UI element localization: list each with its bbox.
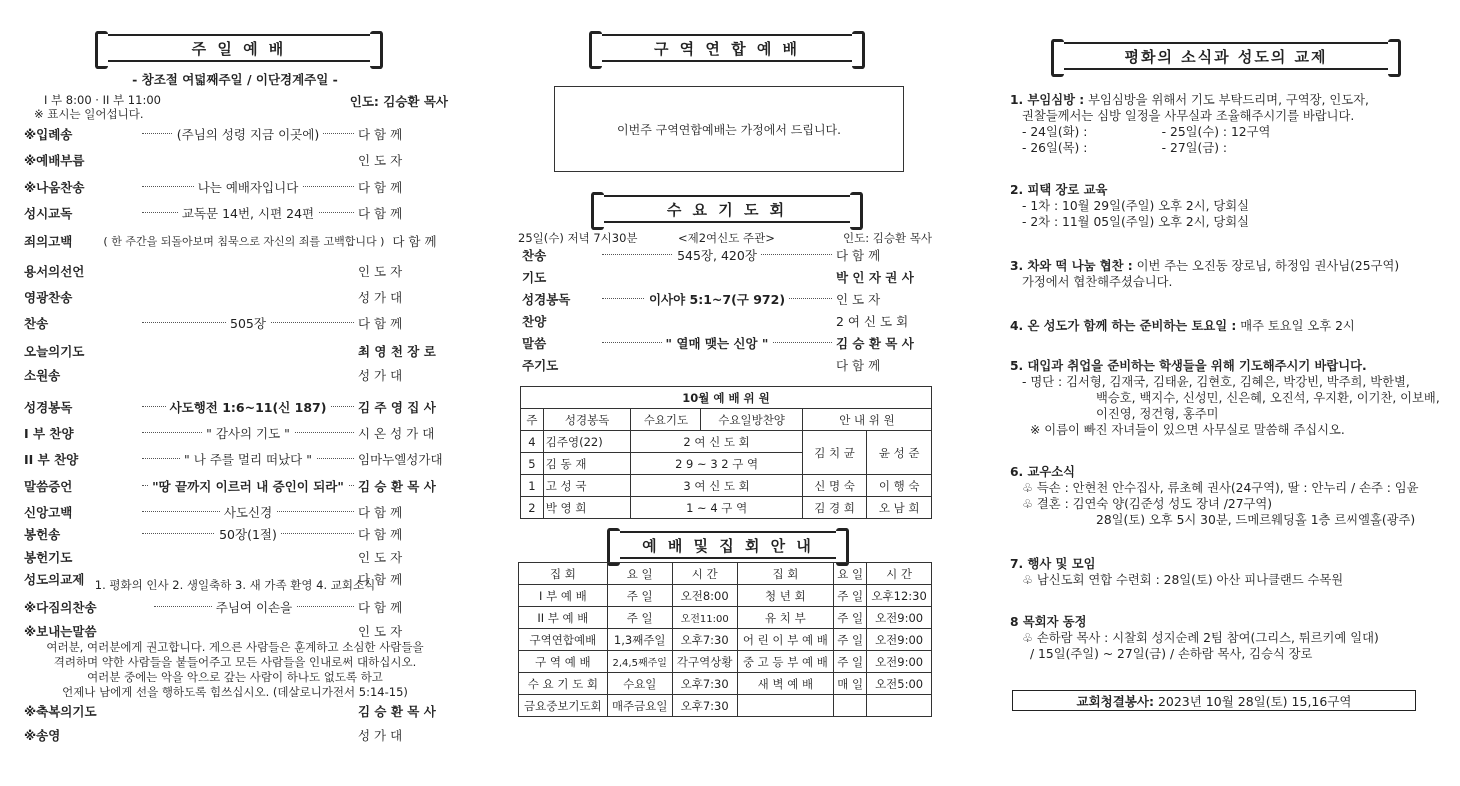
order-person: 다 함 께 xyxy=(358,600,403,615)
order-title: ※다짐의찬송 xyxy=(24,600,97,615)
wednesday-host: <제2여신도 주관> xyxy=(678,231,775,245)
order-person: 다 함 께 xyxy=(836,248,881,263)
news-item-line: 가정에서 협찬해주셨습니다. xyxy=(1022,275,1173,289)
table-cell: 김주영(22) xyxy=(543,431,631,453)
table-cell: 매 일 xyxy=(834,673,867,695)
order-person: 성 가 대 xyxy=(358,368,403,383)
table-cell: 매주금요일 xyxy=(607,695,672,717)
table-cell: 주 일 xyxy=(834,629,867,651)
table-cell: 고 성 국 xyxy=(543,475,631,497)
order-detail xyxy=(602,290,832,308)
order-person: 성 가 대 xyxy=(358,290,403,305)
order-row xyxy=(20,314,450,332)
order-row xyxy=(20,288,450,306)
order-row xyxy=(20,366,450,384)
table-header: 시 간 xyxy=(867,563,932,585)
order-person: 인 도 자 xyxy=(358,624,403,639)
order-row xyxy=(20,503,450,521)
order-title: ※축복의기도 xyxy=(24,704,97,719)
table-cell: 오전11:00 xyxy=(672,607,737,629)
order-title: 죄의고백 xyxy=(24,234,73,249)
table-row xyxy=(519,563,932,585)
table-cell: 주 일 xyxy=(834,651,867,673)
service-times: I 부 8:00 · II 부 11:00 xyxy=(44,93,161,107)
news-item-line: 권찰들께서는 심방 일정을 사무실과 조율해주시기를 바랍니다. xyxy=(1022,109,1355,123)
table-header: 수요기도 xyxy=(631,409,701,431)
table-cell: 오전9:00 xyxy=(867,607,932,629)
order-detail-text: 주님여 이손을 xyxy=(212,598,296,616)
order-title: 성도의교제 xyxy=(24,572,85,587)
sunday-worship-title: 주 일 예 배 xyxy=(102,34,376,62)
news-item-text: 부임심방을 위해서 기도 부탁드리며, 구역장, 인도자, xyxy=(1088,93,1369,107)
table-cell xyxy=(737,695,833,717)
sending-text-line: 격려하며 약한 사람들을 붙들어주고 모든 사람들을 인내로써 대하십시오. xyxy=(53,655,417,669)
order-title: 성시교독 xyxy=(24,206,73,221)
order-title: 말씀증언 xyxy=(24,479,73,494)
table-cell: 오후7:30 xyxy=(672,673,737,695)
order-detail xyxy=(142,178,354,196)
news-item-heading: 6. 교우소식 xyxy=(1010,465,1076,479)
order-title: 말씀 xyxy=(522,336,547,351)
table-cell: 유 치 부 xyxy=(737,607,833,629)
news-item xyxy=(1010,182,1442,230)
order-detail xyxy=(154,598,354,616)
order-row xyxy=(518,290,932,308)
order-detail-text: 50장(1절) xyxy=(215,525,281,543)
table-cell: 김 동 재 xyxy=(543,453,631,475)
order-title: 찬양 xyxy=(522,314,547,329)
news-item-heading: 1. 부임심방 : xyxy=(1010,93,1085,107)
order-person: 박 인 자 권 사 xyxy=(836,270,914,285)
table-row xyxy=(519,629,932,651)
news-item xyxy=(1010,318,1442,334)
order-row xyxy=(20,262,450,280)
table-cell: 금요중보기도회 xyxy=(519,695,608,717)
order-detail xyxy=(142,204,354,222)
table-cell: 주 일 xyxy=(834,585,867,607)
news-item xyxy=(1010,614,1442,662)
order-row xyxy=(518,334,932,352)
order-person: 김 주 영 집 사 xyxy=(358,400,436,415)
usher-name: 오 남 희 xyxy=(867,497,932,519)
usher-name: 이 행 숙 xyxy=(867,475,932,497)
news-item-heading: 5. 대입과 취업을 준비하는 학생들을 위해 기도해주시기 바랍니다. xyxy=(1010,359,1367,373)
table-header: 수요일방찬양 xyxy=(701,409,802,431)
news-item xyxy=(1010,556,1442,588)
table-row xyxy=(519,695,932,717)
table-cell: 3 여 신 도 회 xyxy=(631,475,802,497)
order-detail xyxy=(99,233,388,249)
news-item-line: 백승호, 백지수, 신성민, 신은혜, 오진석, 우지환, 이기찬, 이보배, xyxy=(1096,391,1440,405)
order-detail xyxy=(142,477,354,495)
order-person: 김 승 환 목 사 xyxy=(358,704,436,719)
news-title: 평화의 소식과 성도의 교제 xyxy=(1058,42,1394,70)
order-row xyxy=(20,622,450,640)
order-person: 2 여 신 도 회 xyxy=(836,314,909,329)
table-cell: 어 린 이 부 예 배 xyxy=(737,629,833,651)
table-header: 주 xyxy=(521,409,544,431)
table-cell: 오후7:30 xyxy=(672,695,737,717)
table-cell: 1,3째주일 xyxy=(607,629,672,651)
table-cell: 주 일 xyxy=(834,607,867,629)
table-cell: 오전9:00 xyxy=(867,629,932,651)
table-cell: 오전8:00 xyxy=(672,585,737,607)
table-cell: 2,4,5째주일 xyxy=(607,651,672,673)
order-row xyxy=(20,125,450,143)
table-row xyxy=(521,431,932,453)
table-cell: 5 xyxy=(521,453,544,475)
order-title: 용서의선언 xyxy=(24,264,85,279)
order-row xyxy=(20,525,450,543)
table-header: 집 회 xyxy=(519,563,608,585)
order-title: 신앙고백 xyxy=(24,505,73,520)
standing-note: ※ 표시는 일어섭니다. xyxy=(34,107,144,121)
meeting-schedule-table xyxy=(518,562,932,717)
news-item-heading: 7. 행사 및 모임 xyxy=(1010,557,1096,571)
table-cell: 구 역 예 배 xyxy=(519,651,608,673)
order-title: I 부 찬양 xyxy=(24,426,74,441)
order-detail xyxy=(142,450,354,468)
order-row xyxy=(20,178,450,196)
order-person: 다 함 께 xyxy=(358,127,403,142)
news-item-line: - 24일(화) : - 25일(수) : 12구역 xyxy=(1022,125,1271,139)
news-item-line: 28일(토) 오후 5시 30분, 드메르웨딩홀 1층 르씨엘홀(광주) xyxy=(1096,513,1416,527)
order-title: 성경봉독 xyxy=(522,292,571,307)
order-detail-text: 사도신경 xyxy=(220,503,276,521)
news-item-heading: 3. 차와 떡 나눔 협찬 : xyxy=(1010,259,1133,273)
order-person: 다 함 께 xyxy=(358,505,403,520)
sending-text-line: 여러분 중에는 악을 악으로 갚는 사람이 하나도 없도록 하고 xyxy=(87,670,383,684)
order-person: 최 영 천 장 로 xyxy=(358,344,436,359)
order-person: 다 함 께 xyxy=(836,358,881,373)
order-title: 주기도 xyxy=(522,358,559,373)
table-cell: 오후7:30 xyxy=(672,629,737,651)
order-person: 다 함 께 xyxy=(358,572,403,587)
table-cell: 구역연합예배 xyxy=(519,629,608,651)
news-item-line: ※ 이름이 빠진 자녀들이 있으면 사무실로 말씀해 주십시오. xyxy=(1030,423,1345,437)
order-detail-text: 교독문 14번, 시편 24편 xyxy=(178,204,318,222)
order-detail-text: " 나 주를 멀리 떠났다 " xyxy=(180,450,316,468)
order-person: 인 도 자 xyxy=(358,550,403,565)
sunday-subtitle: - 창조절 여덟째주일 / 이단경계주일 - xyxy=(132,72,338,87)
order-detail xyxy=(142,503,354,521)
news-item-heading: 8 목회자 동정 xyxy=(1010,615,1087,629)
table-cell: 수 요 기 도 회 xyxy=(519,673,608,695)
order-detail xyxy=(602,334,832,352)
cleaning-label: 교회청결봉사: xyxy=(1076,693,1154,709)
order-person: 다 함 께 xyxy=(358,527,403,542)
news-item xyxy=(1010,358,1442,438)
order-row xyxy=(20,702,450,720)
news-item-line: ♧ 결혼 : 김연숙 양(김준성 성도 장녀 /27구역) xyxy=(1022,497,1273,511)
order-row xyxy=(518,356,932,374)
table-row xyxy=(521,409,932,431)
order-row xyxy=(518,246,932,264)
table-cell: 1 xyxy=(521,475,544,497)
table-cell: 오후12:30 xyxy=(867,585,932,607)
fellowship-note: 1. 평화의 인사 2. 생일축하 3. 새 가족 환영 4. 교회소식 xyxy=(94,578,376,592)
table-cell: 2 9 ~ 3 2 구 역 xyxy=(631,453,802,475)
order-title: 찬송 xyxy=(24,316,49,331)
table-cell: 박 영 희 xyxy=(543,497,631,519)
order-detail-text: ( 한 주간을 되돌아보며 침묵으로 자신의 죄를 고백합니다 ) xyxy=(99,233,388,249)
order-detail-text: 이사야 5:1~7(구 972) xyxy=(645,290,789,308)
sending-text-line: 여러분, 여러분에게 권고합니다. 게으른 사람들은 훈계하고 소심한 사람들을 xyxy=(46,640,424,654)
order-row xyxy=(20,204,450,222)
worship-leader: 인도: 김승환 목사 xyxy=(349,94,448,109)
table-cell: I 부 예 배 xyxy=(519,585,608,607)
table-header: 시 간 xyxy=(672,563,737,585)
order-title: ※입례송 xyxy=(24,127,73,142)
order-person: 임마누엘성가대 xyxy=(358,452,443,467)
table-header: 요 일 xyxy=(607,563,672,585)
order-title: 오늘의기도 xyxy=(24,344,85,359)
news-item-text: 매주 토요일 오후 2시 xyxy=(1240,319,1355,333)
order-detail xyxy=(602,246,832,264)
order-title: 봉헌송 xyxy=(24,527,61,542)
order-detail xyxy=(142,398,354,416)
order-detail-text: 505장 xyxy=(226,314,270,332)
order-person: 인 도 자 xyxy=(836,292,881,307)
order-row xyxy=(20,598,450,616)
order-detail xyxy=(142,525,354,543)
news-item xyxy=(1010,464,1442,528)
news-item-line: ♧ 득손 : 안현천 안수집사, 류초혜 권사(24구역), 딸 : 안누리 / 손주 : 임윤 xyxy=(1022,481,1419,495)
news-item-heading: 4. 온 성도가 함께 하는 준비하는 토요일 : xyxy=(1010,319,1237,333)
order-detail-text: (주님의 성령 지금 이곳에) xyxy=(173,125,323,143)
news-item xyxy=(1010,258,1442,290)
order-row xyxy=(20,232,450,250)
order-row xyxy=(518,312,932,330)
order-title: 찬송 xyxy=(522,248,547,263)
news-item-line: ♧ 손하람 목사 : 시찰회 성지순례 2팀 참여(그리스, 튀르키예 일대) xyxy=(1022,631,1379,645)
table-cell: 4 xyxy=(521,431,544,453)
table-cell: 주 일 xyxy=(607,607,672,629)
order-detail-text: " 열매 맺는 신앙 " xyxy=(662,334,773,352)
table-header: 집 회 xyxy=(737,563,833,585)
district-worship-title: 구 역 연 합 예 배 xyxy=(596,34,858,62)
order-person: 다 함 께 xyxy=(358,180,403,195)
order-title: 소원송 xyxy=(24,368,61,383)
table-cell: 각구역상황 xyxy=(672,651,737,673)
order-detail-text: 나는 예배자입니다 xyxy=(194,178,303,196)
order-detail xyxy=(142,424,354,442)
order-title: ※송영 xyxy=(24,728,61,743)
news-item xyxy=(1010,92,1442,156)
district-notice-box xyxy=(554,86,904,172)
worship-duty-table xyxy=(520,386,932,519)
table-cell: 1 ~ 4 구 역 xyxy=(631,497,802,519)
table-cell xyxy=(867,695,932,717)
news-item-line: - 1차 : 10월 29일(주일) 오후 2시, 당회실 xyxy=(1022,199,1250,213)
order-title: 성경봉독 xyxy=(24,400,73,415)
order-person: 성 가 대 xyxy=(358,728,403,743)
usher-name: 김 경 희 xyxy=(802,497,867,519)
order-person: 시 온 성 가 대 xyxy=(358,426,435,441)
news-item-heading: 2. 피택 장로 교육 xyxy=(1010,183,1108,197)
order-detail-text: "땅 끝까지 이르러 내 증인이 되라" xyxy=(148,477,348,495)
district-notice-text: 이번주 구역연합예배는 가정에서 드립니다. xyxy=(617,122,841,137)
table-cell: 청 년 회 xyxy=(737,585,833,607)
table-cell: 2 여 신 도 회 xyxy=(631,431,802,453)
order-detail-text: 545장, 420장 xyxy=(673,246,761,264)
wednesday-date: 25일(수) 저녁 7시30분 xyxy=(518,231,638,245)
order-detail xyxy=(142,125,354,143)
order-person: 김 승 환 목 사 xyxy=(358,479,436,494)
wednesday-leader: 인도: 김승환 목사 xyxy=(843,231,932,245)
order-row xyxy=(20,548,450,566)
table-cell: 주 일 xyxy=(607,585,672,607)
news-item-text: 이번 주는 오진동 장로님, 하정임 권사님(25구역) xyxy=(1136,259,1400,273)
usher-name: 윤 성 준 xyxy=(867,431,932,475)
news-item-line: / 15일(주일) ~ 27일(금) / 손하람 목사, 김승식 장로 xyxy=(1030,647,1313,661)
table-header: 성경봉독 xyxy=(543,409,631,431)
order-title: ※보내는말씀 xyxy=(24,624,97,639)
order-title: 영광찬송 xyxy=(24,290,73,305)
table-row xyxy=(519,585,932,607)
order-row xyxy=(518,268,932,286)
table-header: 요 일 xyxy=(834,563,867,585)
news-item-line: 이진영, 정건형, 홍주미 xyxy=(1096,407,1219,421)
cleaning-value: 2023년 10월 28일(토) 15,16구역 xyxy=(1157,693,1352,709)
news-item-line: - 명단 : 김서형, 김재국, 김태윤, 김현호, 김혜은, 박강빈, 박주희, 박한별, xyxy=(1022,375,1410,389)
news-item-line: - 2차 : 11월 05일(주일) 오후 2시, 당회실 xyxy=(1022,215,1250,229)
order-title: ※나움찬송 xyxy=(24,180,85,195)
table-cell: 새 벽 예 배 xyxy=(737,673,833,695)
order-detail-text: " 감사의 기도 " xyxy=(202,424,294,442)
usher-name: 신 명 숙 xyxy=(802,475,867,497)
order-title: II 부 찬양 xyxy=(24,452,79,467)
table-cell: 수요일 xyxy=(607,673,672,695)
order-row xyxy=(20,450,450,468)
table-cell xyxy=(834,695,867,717)
table-header: 안 내 위 원 xyxy=(802,409,931,431)
table-cell: 중 고 등 부 예 배 xyxy=(737,651,833,673)
table-row xyxy=(521,475,932,497)
duty-table-title: 10월 예 배 위 원 xyxy=(521,387,932,409)
order-row xyxy=(20,342,450,360)
order-row xyxy=(20,398,450,416)
table-row xyxy=(521,387,932,409)
table-row xyxy=(519,673,932,695)
table-row xyxy=(519,651,932,673)
schedule-title: 예 배 및 집 회 안 내 xyxy=(614,531,842,559)
order-person: 인 도 자 xyxy=(358,153,403,168)
order-title: 기도 xyxy=(522,270,547,285)
order-row xyxy=(20,151,450,169)
table-cell: 오전5:00 xyxy=(867,673,932,695)
table-row xyxy=(519,607,932,629)
news-item-line: ♧ 남신도회 연합 수련회 : 28일(토) 아산 피나클랜드 수목원 xyxy=(1022,573,1344,587)
order-row xyxy=(20,424,450,442)
order-person: 다 함 께 xyxy=(358,206,403,221)
news-item-line: - 26일(목) : - 27일(금) : xyxy=(1022,141,1228,155)
wednesday-prayer-title: 수 요 기 도 회 xyxy=(598,195,856,223)
order-detail-text: 사도행전 1:6~11(신 187) xyxy=(166,398,331,416)
order-row xyxy=(20,726,450,744)
table-cell: II 부 예 배 xyxy=(519,607,608,629)
usher-name: 김 치 균 xyxy=(802,431,867,475)
table-cell: 오전9:00 xyxy=(867,651,932,673)
order-person: 인 도 자 xyxy=(358,264,403,279)
order-title: 봉헌기도 xyxy=(24,550,73,565)
table-row xyxy=(521,497,932,519)
order-person: 다 함 께 xyxy=(392,234,437,249)
order-person: 김 승 환 목 사 xyxy=(836,336,914,351)
table-cell: 2 xyxy=(521,497,544,519)
order-title: ※예배부름 xyxy=(24,153,85,168)
order-person: 다 함 께 xyxy=(358,316,403,331)
sending-text-line: 언제나 남에게 선을 행하도록 힘쓰십시오. (데살로니가전서 5:14-15) xyxy=(62,685,408,699)
order-detail xyxy=(142,314,354,332)
order-row xyxy=(20,477,450,495)
cleaning-duty-box xyxy=(1012,690,1416,711)
